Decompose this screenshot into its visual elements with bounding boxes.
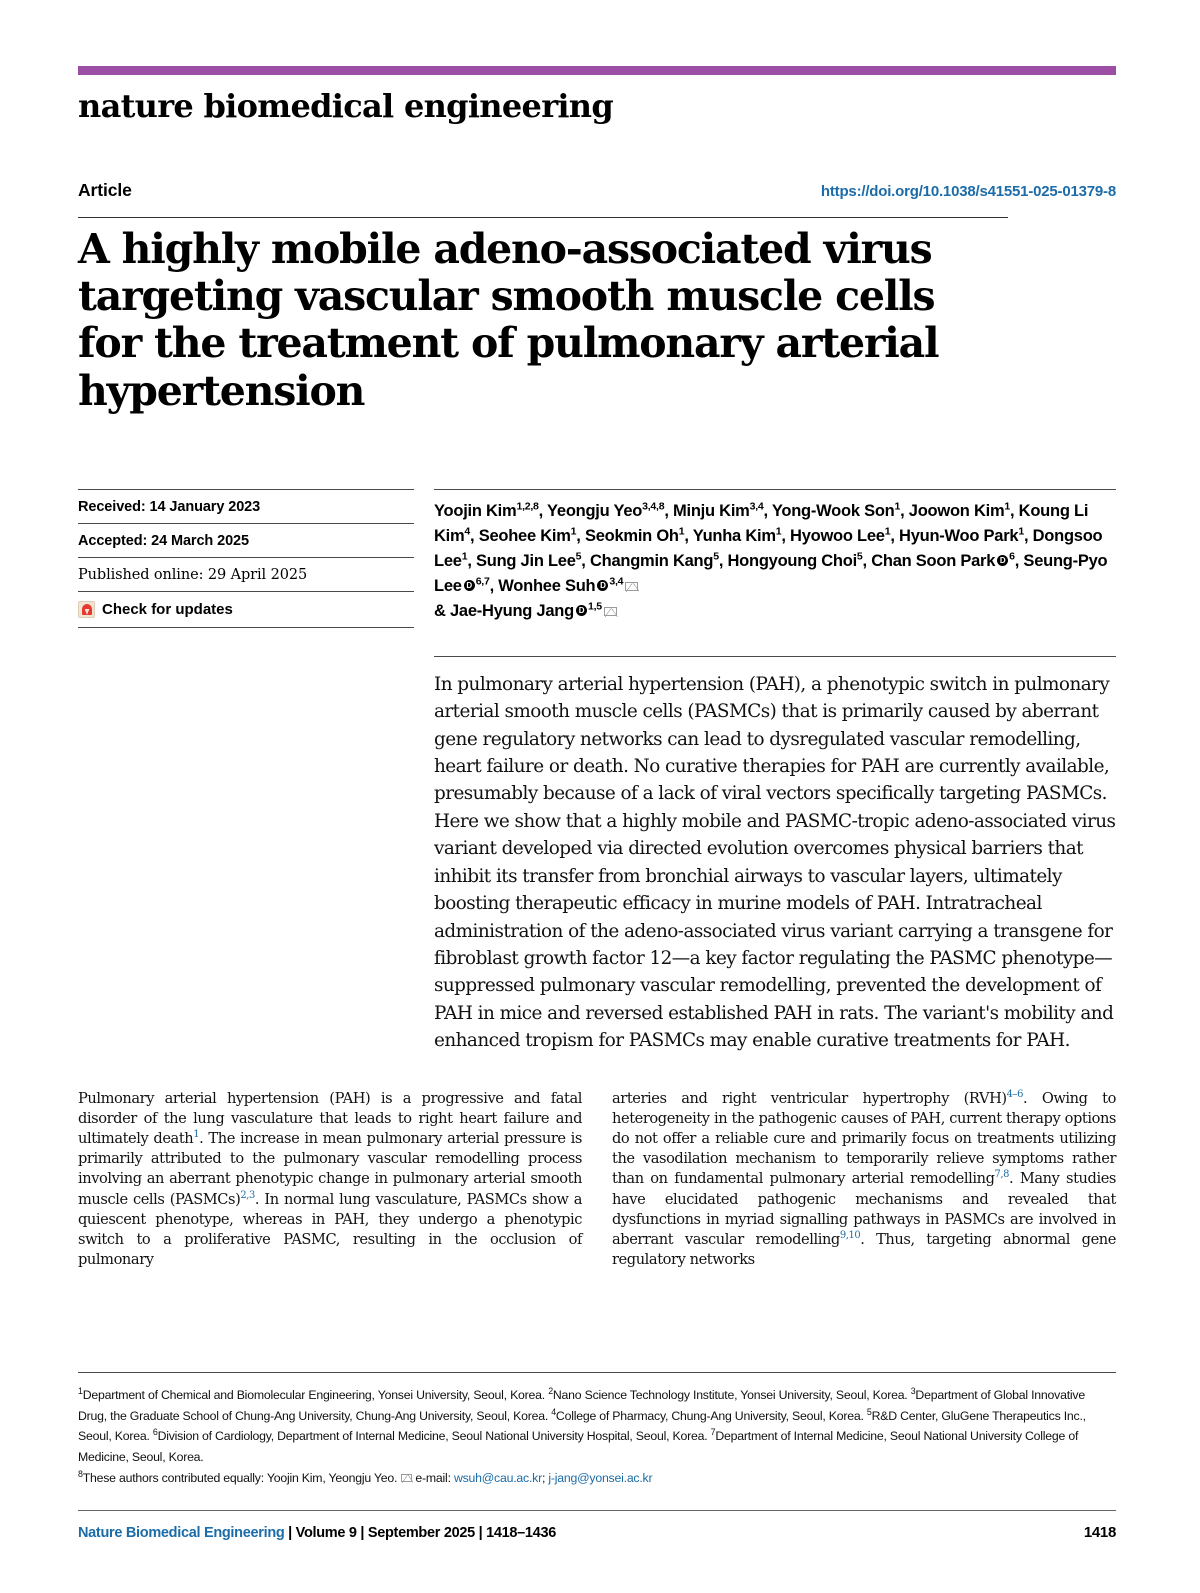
check-for-updates-label: Check for updates [102, 600, 233, 618]
author-name: , Koung Li Kim [434, 501, 1089, 545]
affiliation-text: Department of Global Innovative Drug, the Graduate School of Chung-Ang University, Chung-Ang University, Seoul, Korea. [78, 1388, 1085, 1423]
footer-journal-name: Nature Biomedical Engineering [78, 1525, 285, 1541]
affiliation-text: Nano Science Technology Institute, Yonsei University, Seoul, Korea. [552, 1388, 911, 1402]
received-date: Received: 14 January 2023 [78, 489, 414, 523]
author-affil-sup: 3,4 [749, 500, 764, 513]
body-text: . Thus, targeting abnormal gene regulatory networks [612, 1231, 1116, 1269]
reference-link[interactable]: 1 [193, 1129, 200, 1141]
author-affil-sup: 1 [775, 525, 782, 538]
corresponding-email-link[interactable]: j-jang@yonsei.ac.kr [548, 1470, 653, 1485]
body-column-left [78, 1089, 582, 1271]
body-text: . The increase in mean pulmonary arterial pressure is primarily attributed to the pulmonary vascular remodelling process involving an aberrant phenotypic change in pulmonary arterial smooth muscle cells (PASMCs) [78, 1130, 582, 1208]
author-affil-sup: 3,4,8 [642, 500, 665, 513]
meta-and-authors [78, 489, 1116, 628]
author-list-panel [414, 489, 1116, 624]
body-text: . In normal lung vasculature, PASMCs show a quiescent phenotype, whereas in PAH, they undergo a phenotypic switch to a proliferative PASMC, resulting in the occlusion of pulmonary [78, 1190, 582, 1269]
affiliations-block [78, 1372, 1116, 1488]
author-name: , Seohee Kim [470, 526, 571, 545]
author-affil-sup: 6,7 [475, 575, 490, 588]
email-icon[interactable] [625, 582, 638, 591]
author-name: & Jae-Hyung Jang [434, 602, 574, 621]
body-text: . Owing to heterogeneity in the pathogenic causes of PAH, current therapy options do not offer a reliable cure and primarily focus on treatments utilizing the vasodilation mechanism to temporarily relieve symptoms rather than on fundamental pulmonary arterial remodelling [612, 1089, 1116, 1188]
author-affil-sup: 3,4 [609, 575, 624, 588]
body-text: . Many studies have elucidated pathogenic mechanisms and revealed that dysfunctions in myriad signalling pathways in PASMCs are involved in aberrant vascular remodelling [612, 1170, 1116, 1249]
abstract-spacer [78, 656, 434, 1055]
author-name: , Chan Soon Park [862, 551, 996, 570]
journal-masthead: nature biomedical engineering [78, 87, 614, 125]
accepted-date: Accepted: 24 March 2025 [78, 523, 414, 557]
orcid-icon[interactable] [997, 555, 1008, 566]
author-name: , Changmin Kang [581, 551, 714, 570]
author-name: , Minju Kim [664, 501, 750, 520]
orcid-icon[interactable] [576, 605, 587, 616]
author-affil-sup: 5 [856, 550, 863, 563]
article-type-row [78, 180, 1116, 201]
author-affil-sup: 1,2,8 [516, 500, 539, 513]
author-affil-sup: 1 [884, 525, 891, 538]
reference-link[interactable]: 2,3 [240, 1189, 255, 1201]
email-icon [401, 1474, 412, 1482]
author-name: , Seokmin Oh [576, 526, 679, 545]
page-number: 1418 [1083, 1524, 1116, 1541]
email-separator: ; [541, 1470, 549, 1485]
body-columns [78, 1089, 1116, 1271]
abstract-section [78, 656, 1116, 1055]
article-page [78, 0, 1118, 1593]
author-affil-sup: 5 [575, 550, 582, 563]
page-footer [78, 1510, 1116, 1541]
corresponding-email-link[interactable]: wsuh@cau.ac.kr [453, 1470, 542, 1485]
author-affil-sup: 5 [713, 550, 719, 563]
author-affil-sup: 1 [461, 550, 468, 563]
author-name: , Hyun-Woo Park [890, 526, 1019, 545]
publication-dates-panel [78, 489, 414, 628]
author-affil-sup: 6 [1009, 550, 1015, 563]
reference-link[interactable]: 4–6 [1006, 1088, 1023, 1100]
email-icon[interactable] [604, 607, 617, 616]
doi-link[interactable]: https://doi.org/10.1038/s41551-025-01379-8 [820, 183, 1116, 201]
affiliation-number: 3 [910, 1385, 916, 1396]
author-affil-sup: 1 [678, 525, 685, 538]
author-name: , Hyowoo Lee [781, 526, 885, 545]
affiliation-number: 2 [548, 1385, 553, 1396]
check-for-updates-button[interactable] [78, 591, 414, 628]
author-affil-sup: 1,5 [587, 600, 602, 613]
author-name: , Yunha Kim [684, 526, 776, 545]
reference-link[interactable]: 7,8 [994, 1169, 1010, 1181]
article-type-label: Article [78, 180, 132, 201]
affiliation-number: 1 [78, 1385, 83, 1396]
author-name: , Joowon Kim [900, 501, 1005, 520]
author-affil-sup: 1 [1018, 525, 1024, 538]
affiliation-text: Division of Cardiology, Department of Internal Medicine, Seoul National University Hospital, Seoul, Korea. [157, 1429, 711, 1444]
author-name: , Hongyoung Choi [718, 551, 857, 570]
author-name: , Seung-Pyo Lee [434, 551, 1108, 595]
affiliation-number: 8 [78, 1468, 83, 1479]
affiliation-number: 4 [551, 1406, 556, 1417]
crossmark-icon [78, 601, 95, 618]
orcid-icon[interactable] [464, 580, 475, 591]
author-name: , Yong-Wook Son [763, 501, 895, 520]
abstract-text: In pulmonary arterial hypertension (PAH), a phenotypic switch in pulmonary arterial smooth muscle cells (PASMCs) that is primarily caused by aberrant gene regulatory networks can lead to dysregulated vascular remodelling, heart failure or death. No curative therapies for PAH are currently available, presumably because of a lack of viral vectors specifically targeting PASMCs. Here we show that a highly mobile and PASMC-tropic adeno-associated virus variant developed via directed evolution overcomes physical barriers that inhibit its transfer from bronchial airways to vascular layers, ultimately boosting therapeutic efficacy in murine models of PAH. Intratracheal administration of the adeno-associated virus variant carrying a transgene for fibroblast growth factor 12—a key factor regulating the PASMC phenotype—suppressed pulmonary vascular remodelling, prevented the development of PAH in mice and reversed established PAH in rats. The variant's mobility and enhanced tropism for PASMCs may enable curative treatments for PAH. [434, 656, 1116, 1055]
orcid-icon[interactable] [597, 580, 608, 591]
affiliation-number: 7 [710, 1427, 716, 1438]
affiliation-text: Department of Internal Medicine, Seoul National University College of Medicine, Seoul, Korea. [78, 1429, 1079, 1464]
page-title: A highly mobile adeno-associated virus targeting vascular smooth muscle cells for the treatment of pulmonary arterial hypertension [78, 217, 1008, 415]
affiliation-text: Department of Chemical and Biomolecular Engineering, Yonsei University, Seoul, Korea. [82, 1388, 549, 1402]
author-name: , Wonhee Suh [489, 576, 596, 595]
footer-volume-info: | Volume 9 | September 2025 | 1418–1436 [284, 1525, 556, 1541]
affiliation-text: College of Pharmacy, Chung-Ang University, Seoul, Korea. [555, 1408, 867, 1423]
author-name: , Yeongju Yeo [538, 501, 643, 520]
affiliation-text: R&D Center, GluGene Therapeutics Inc., Seoul, Korea. [78, 1408, 1086, 1444]
equal-contribution-note: These authors contributed equally: Yoojin Kim, Yeongju Yeo. [82, 1470, 401, 1485]
published-date: Published online: 29 April 2025 [78, 557, 414, 591]
email-label: e-mail: [415, 1470, 454, 1485]
author-affil-sup: 4 [464, 525, 471, 538]
reference-link[interactable]: 9,10 [839, 1230, 861, 1242]
author-affil-sup: 1 [894, 500, 901, 513]
affiliation-number: 6 [152, 1427, 158, 1438]
footer-citation [78, 1525, 556, 1541]
author-affil-sup: 1 [570, 525, 577, 538]
author-name: , Dongsoo Lee [434, 526, 1103, 570]
journal-accent-bar [78, 66, 1116, 75]
body-text: arteries and right ventricular hypertrophy (RVH) [612, 1089, 1007, 1107]
affiliation-number: 5 [866, 1406, 872, 1417]
author-name: , Sung Jin Lee [467, 551, 576, 570]
author-list [434, 489, 1116, 624]
author-name: Yoojin Kim [434, 501, 517, 520]
body-column-right [612, 1089, 1116, 1271]
author-affil-sup: 1 [1004, 500, 1010, 513]
body-text: Pulmonary arterial hypertension (PAH) is a progressive and fatal disorder of the lung vasculature that leads to right heart failure and ultimately death [78, 1089, 582, 1148]
